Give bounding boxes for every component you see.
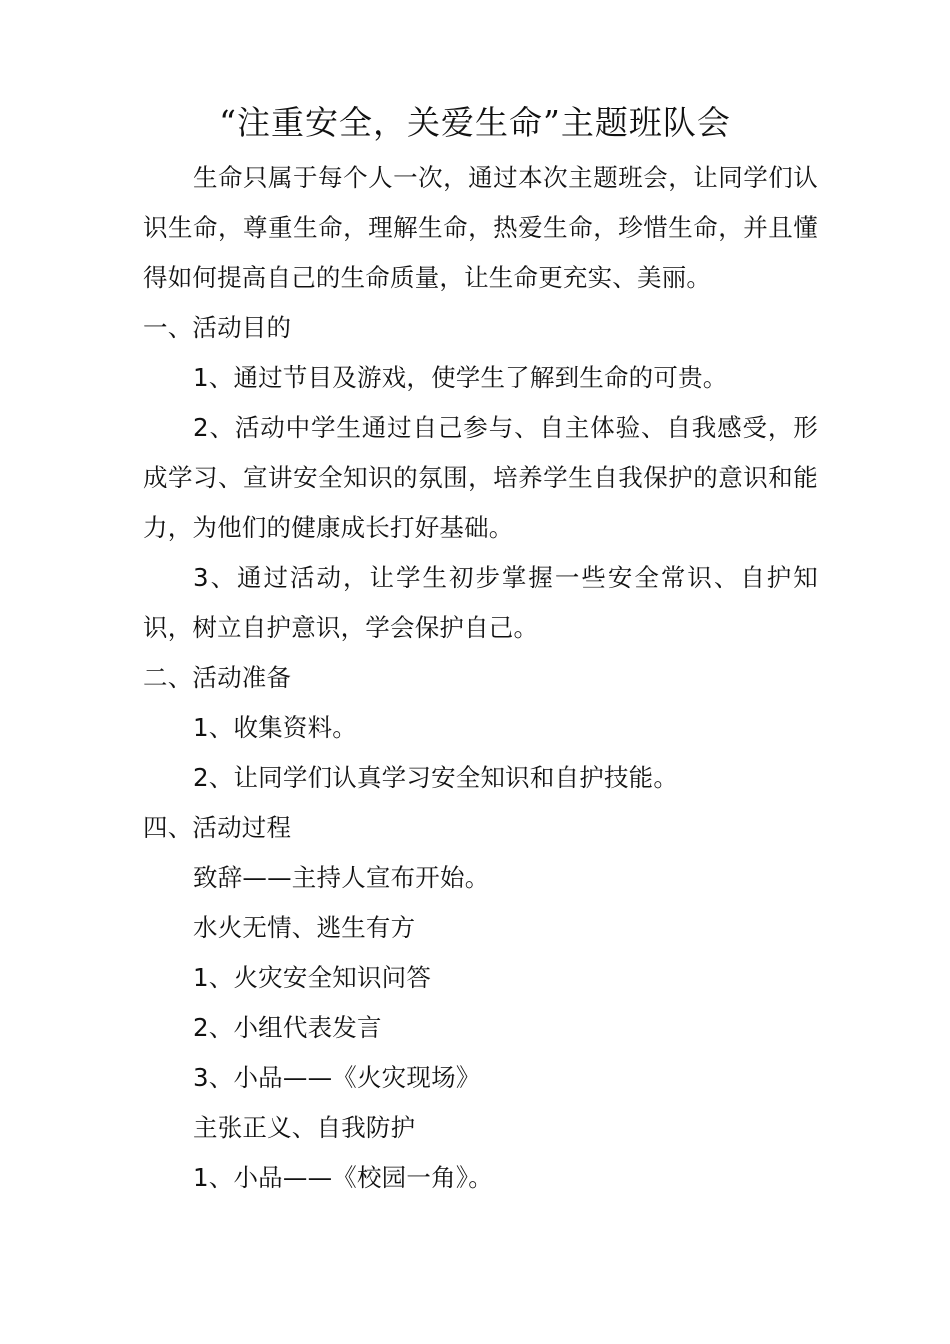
process-subheading-protection: 主张正义、自我防护 (193, 1113, 416, 1142)
process-opening-line: 致辞——主持人宣布开始。 (193, 863, 490, 892)
section-heading-activity-goal: 一、活动目的 (143, 313, 292, 342)
section-heading-process: 四、活动过程 (143, 813, 292, 842)
document-title: “注重安全，关爱生命”主题班队会 (219, 103, 731, 142)
goal-item-3: 3、通过活动，让学生初步掌握一些安全常识、自护知识，树立自护意识，学会保护自己。 (143, 563, 818, 642)
intro-paragraph: 生命只属于每个人一次，通过本次主题班会，让同学们认识生命，尊重生命，理解生命，热爱生命，珍惜生命，并且懂得如何提高自己的生命质量，让生命更充实、美丽。 (143, 163, 818, 292)
preparation-item-2: 2、让同学们认真学习安全知识和自护技能。 (193, 763, 679, 792)
protection-item-1: 1、小品——《校园一角》。 (193, 1163, 493, 1192)
preparation-item-1: 1、收集资料。 (193, 713, 357, 742)
goal-item-1: 1、通过节目及游戏，使学生了解到生命的可贵。 (193, 363, 728, 392)
goal-item-2: 2、活动中学生通过自己参与、自主体验、自我感受，形成学习、宣讲安全知识的氛围，培养学生自我保护的意识和能力，为他们的健康成长打好基础。 (143, 413, 818, 542)
section-heading-preparation: 二、活动准备 (143, 663, 292, 692)
fire-item-2: 2、小组代表发言 (193, 1013, 382, 1042)
process-subheading-fire: 水火无情、逃生有方 (193, 913, 416, 942)
fire-item-1: 1、火灾安全知识问答 (193, 963, 432, 992)
fire-item-3: 3、小品——《火灾现场》 (193, 1063, 481, 1092)
document-body (143, 153, 818, 1203)
